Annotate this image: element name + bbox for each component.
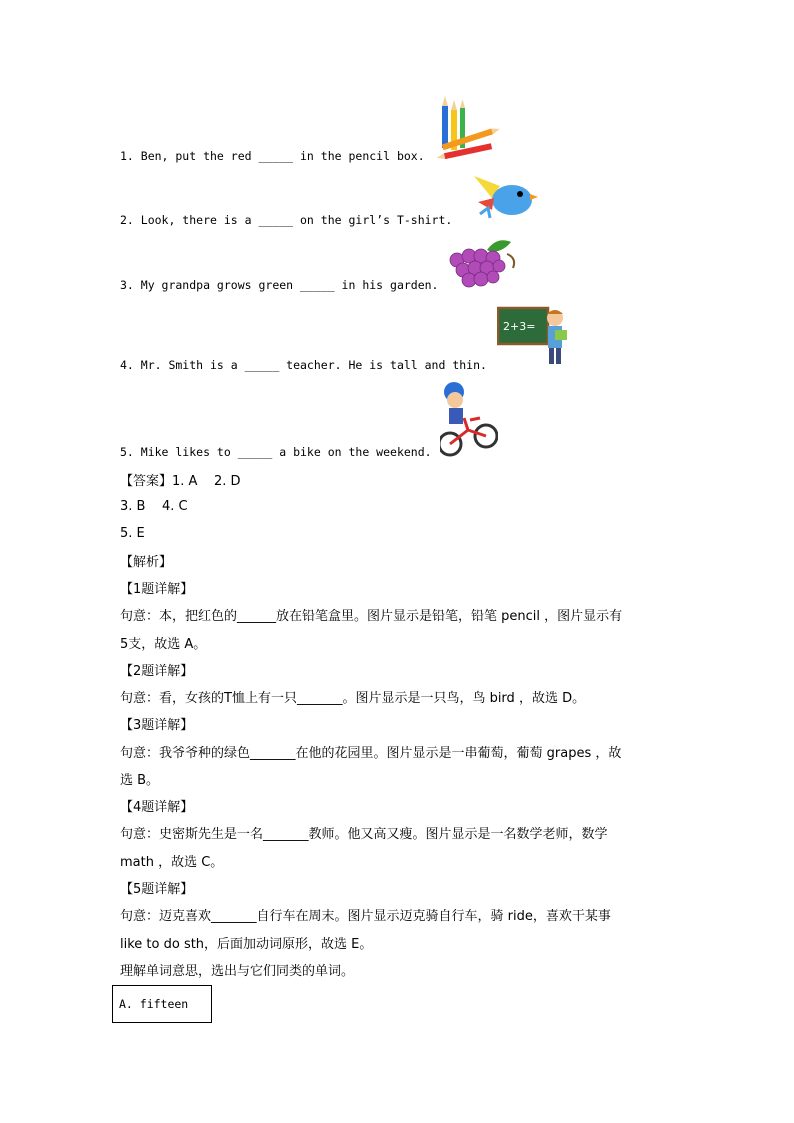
analysis-3-line-2: 选 B。 (120, 773, 160, 788)
option-box-a (112, 985, 212, 1023)
board-text: 2+3= (503, 320, 536, 333)
question-1: 1. Ben, put the red _____ in the pencil box. (120, 149, 425, 163)
analysis-1-line-2: 5支，故选 A。 (120, 637, 207, 652)
answer-line-2: 3. B 4. C (120, 499, 188, 514)
instruction: 理解单词意思，选出与它们同类的单词。 (120, 964, 355, 979)
analysis-5-line-2: like to do sth，后面加动词原形，故选 E。 (120, 937, 373, 952)
question-4: 4. Mr. Smith is a _____ teacher. He is tall and thin. (120, 358, 487, 372)
math-teacher-icon (497, 304, 569, 366)
question-2: 2. Look, there is a _____ on the girl’s T-shirt. (120, 213, 453, 227)
analysis-4-line-1: 句意：史密斯先生是一名_______教师。他又高又瘦。图片显示是一名数学老师，数学 (120, 827, 608, 842)
option-a: A. fifteen (119, 997, 189, 1011)
pencils-icon (436, 96, 502, 162)
analysis-heading: 【解析】 (120, 555, 173, 570)
question-3: 3. My grandpa grows green _____ in his garden. (120, 278, 439, 292)
answer-line-3: 5. E (120, 526, 145, 541)
analysis-1-line-1: 句意：本，把红色的______放在铅笔盒里。图片显示是铅笔，铅笔 pencil ，图片显示有 (120, 609, 623, 624)
grapes-icon (447, 236, 519, 292)
analysis-3-line-1: 句意：我爷爷种的绿色_______在他的花园里。图片显示是一串葡萄，葡萄 grapes ，故 (120, 746, 622, 761)
bird-icon (470, 172, 540, 224)
analysis-4-line-2: math ，故选 C。 (120, 855, 224, 870)
question-5: 5. Mike likes to _____ a bike on the weekend. (120, 445, 432, 459)
answer-line-1: 【答案】1. A 2. D (120, 474, 241, 489)
boy-riding-bike-icon (440, 380, 498, 460)
analysis-2-line-1: 句意：看，女孩的T恤上有一只_______。图片显示是一只鸟，鸟 bird ，故选 D。 (120, 691, 586, 706)
analysis-1-title: 【1题详解】 (120, 582, 194, 597)
analysis-5-title: 【5题详解】 (120, 882, 194, 897)
analysis-4-title: 【4题详解】 (120, 800, 194, 815)
analysis-2-title: 【2题详解】 (120, 664, 194, 679)
analysis-5-line-1: 句意：迈克喜欢_______自行车在周末。图片显示迈克骑自行车，骑 ride，喜欢干某事 (120, 909, 611, 924)
analysis-3-title: 【3题详解】 (120, 718, 194, 733)
